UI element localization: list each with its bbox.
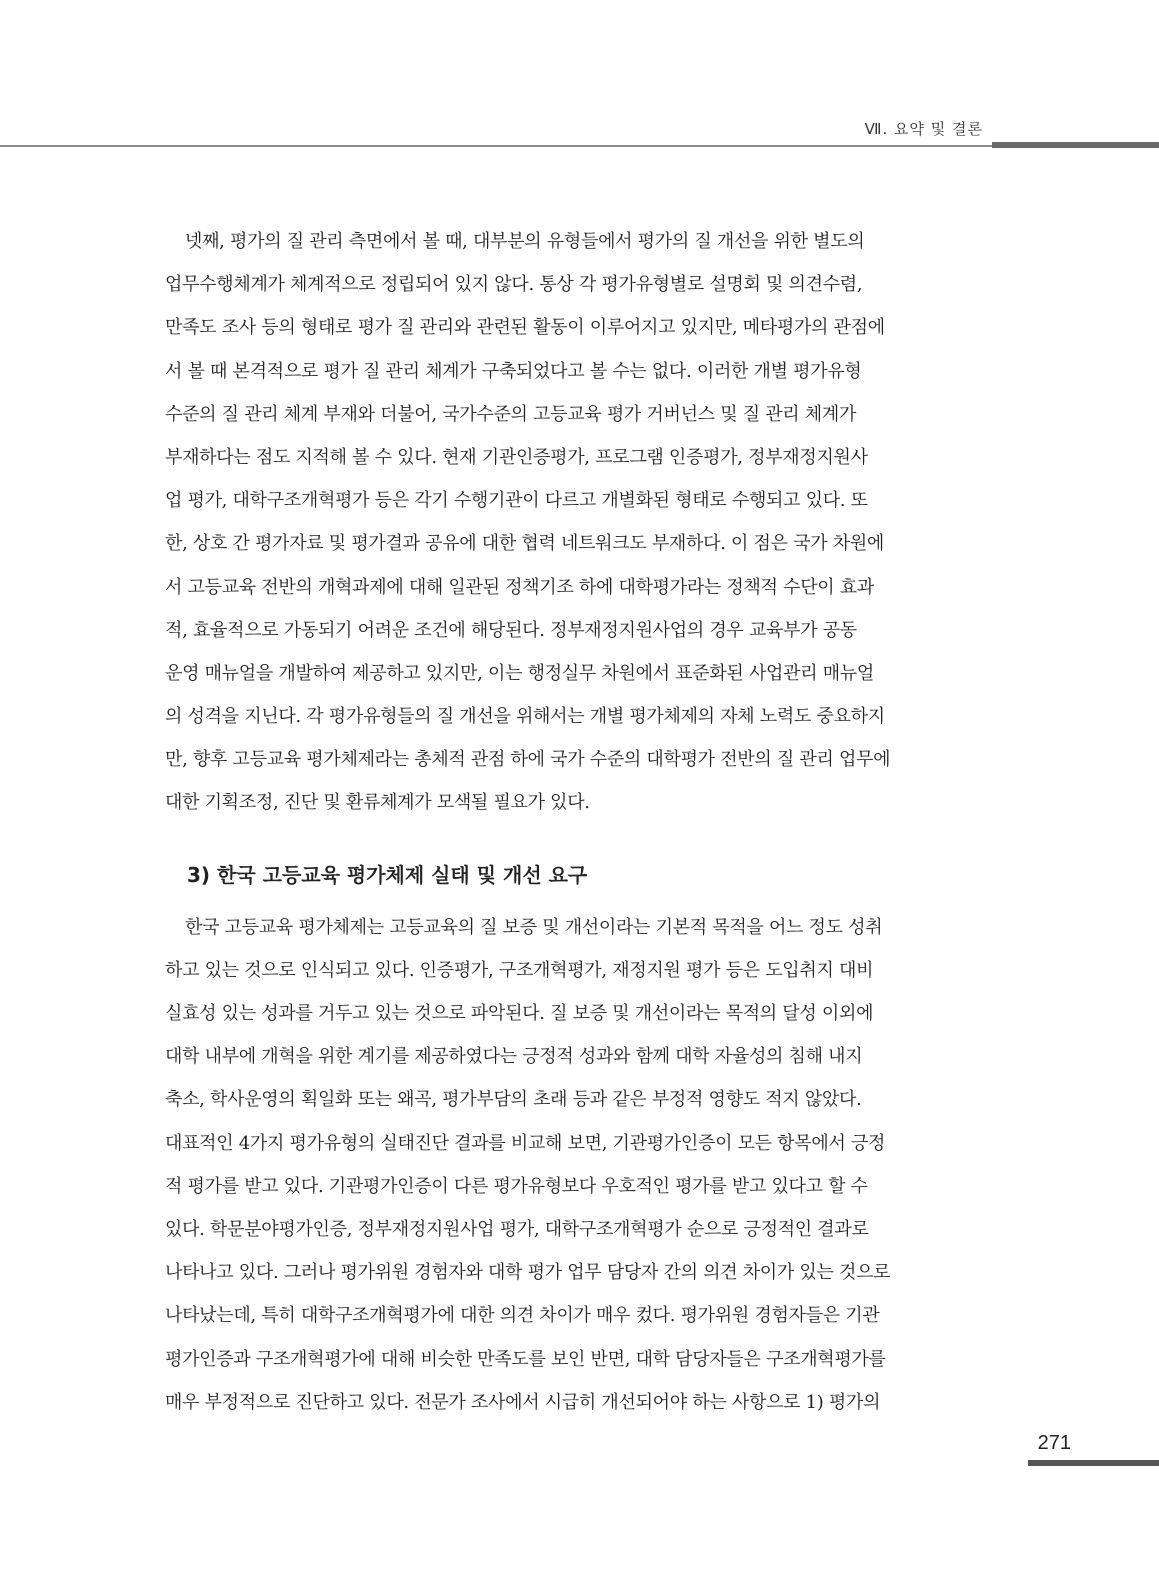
header-divider [0, 145, 1159, 147]
paragraph-evaluation-status [165, 906, 990, 1424]
text-line: 넷째, 평가의 질 관리 측면에서 볼 때, 대부분의 유형들에서 평가의 질 개선을 위한 별도의 [185, 231, 865, 252]
text-line: 하고 있는 것으로 인식되고 있다. 인증평가, 구조개혁평가, 재정지원 평가 등은 도입취지 대비 [165, 959, 874, 981]
text-line: 적 평가를 받고 있다. 기관평가인증이 다른 평가유형보다 우호적인 평가를 받고 있다고 할 수 [165, 1175, 868, 1197]
section-heading: 3) 한국 고등교육 평가체제 실태 및 개선 요구 [187, 862, 588, 887]
text-line: 의 성격을 지닌다. 각 평가유형들의 질 개선을 위해서는 개별 평가체제의 자체 노력도 중요하지 [165, 706, 885, 728]
text-line: 한국 고등교육 평가체제는 고등교육의 질 보증 및 개선이라는 기본적 목적을 어느 정도 성취 [185, 916, 883, 938]
page-number: 271 [1037, 1432, 1071, 1454]
text-line: 대표적인 4가지 평가유형의 실태진단 결과를 비교해 보면, 기관평가인증이 모든 항목에서 긍정 [165, 1132, 886, 1154]
text-line: 축소, 학사운영의 획일화 또는 왜곡, 평가부담의 초래 등과 같은 부정적 영향도 적지 않았다. [165, 1089, 862, 1111]
header-accent-bar [992, 142, 1159, 148]
text-line: 나타났는데, 특히 대학구조개혁평가에 대한 의견 차이가 매우 컸다. 평가위원 경험자들은 기관 [165, 1305, 880, 1327]
text-line: 나타나고 있다. 그러나 평가위원 경험자와 대학 평가 업무 담당자 간의 의견 차이가 있는 것으로 [165, 1262, 891, 1284]
text-line: 평가인증과 구조개혁평가에 대해 비슷한 만족도를 보인 반면, 대학 담당자들은 구조개혁평가를 [165, 1348, 886, 1370]
text-line: 업 평가, 대학구조개혁평가 등은 각기 수행기관이 다르고 개별화된 형태로 수행되고 있다. 또 [165, 490, 868, 512]
text-line: 있다. 학문분야평가인증, 정부재정지원사업 평가, 대학구조개혁평가 순으로 긍정적인 결과로 [165, 1218, 869, 1240]
paragraph-quality-management [165, 220, 990, 825]
text-line: 서 고등교육 전반의 개혁과제에 대해 일관된 정책기조 하에 대학평가라는 정책적 수단이 효과 [165, 576, 874, 598]
text-line: 대학 내부에 개혁을 위한 계기를 제공하였다는 긍정적 성과와 함께 대학 자율성의 침해 내지 [165, 1046, 863, 1068]
text-line: 실효성 있는 성과를 거두고 있는 것으로 파악된다. 질 보증 및 개선이라는 목적의 달성 이외에 [165, 1003, 874, 1024]
text-line: 적, 효율적으로 가동되기 어려운 조건에 해당된다. 정부재정지원사업의 경우 교육부가 공동 [165, 619, 857, 641]
text-line: 만족도 조사 등의 형태로 평가 질 관리와 관련된 활동이 이루어지고 있지만, 메타평가의 관점에 [165, 317, 885, 339]
footer-accent-bar [1028, 1460, 1159, 1466]
text-line: 수준의 질 관리 체계 부재와 더불어, 국가수준의 고등교육 평가 거버넌스 및 질 관리 체계가 [165, 403, 857, 425]
running-header: Ⅶ. 요약 및 결론 [864, 120, 983, 138]
text-line: 부재하다는 점도 지적해 볼 수 있다. 현재 기관인증평가, 프로그램 인증평가, 정부재정지원사 [165, 446, 868, 468]
text-line: 만, 향후 고등교육 평가체제라는 총체적 관점 하에 국가 수준의 대학평가 전반의 질 관리 업무에 [165, 749, 891, 771]
text-line: 서 볼 때 본격적으로 평가 질 관리 체계가 구축되었다고 볼 수는 없다. 이러한 개별 평가유형 [165, 360, 862, 382]
page-body [165, 220, 990, 1424]
text-line: 업무수행체계가 체계적으로 정립되어 있지 않다. 통상 각 평가유형별로 설명회 및 의견수렴, [165, 274, 863, 296]
text-line: 매우 부정적으로 진단하고 있다. 전문가 조사에서 시급히 개선되어야 하는 사항으로 1) 평가의 [165, 1391, 881, 1413]
text-line: 대한 기획조정, 진단 및 환류체계가 모색될 필요가 있다. [165, 792, 590, 814]
text-line: 운영 매뉴얼을 개발하여 제공하고 있지만, 이는 행정실무 차원에서 표준화된 사업관리 매뉴얼 [165, 662, 874, 684]
text-line: 한, 상호 간 평가자료 및 평가결과 공유에 대한 협력 네트워크도 부재하다. 이 점은 국가 차원에 [165, 533, 884, 555]
